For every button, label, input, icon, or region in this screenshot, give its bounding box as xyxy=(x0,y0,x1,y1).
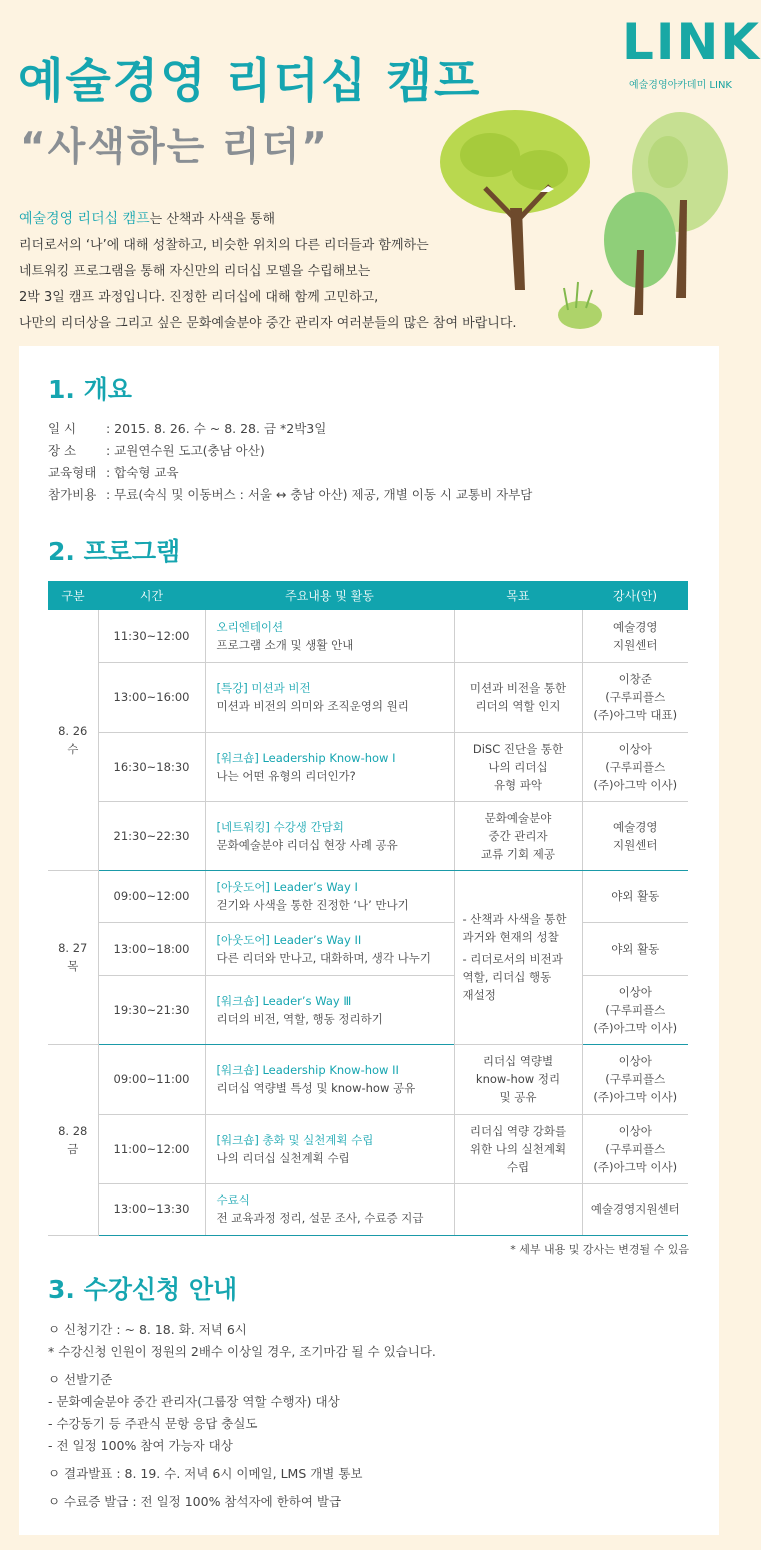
overview-title: 1. 개요 xyxy=(48,375,132,404)
table-row xyxy=(48,1183,688,1235)
time-cell: 19:30~21:30 xyxy=(98,975,205,1044)
lecturer-cell: 이상아 (구루피플스 (주)아그막 이사) xyxy=(582,975,688,1044)
time-cell: 21:30~22:30 xyxy=(98,801,205,870)
page-title: 예술경영 리더십 캠프 xyxy=(18,54,482,109)
lecturer-cell: 야외 활동 xyxy=(582,870,688,922)
lecturer-cell: 이상아 (구루피플스 (주)아그막 이사) xyxy=(582,1114,688,1183)
header-banner xyxy=(0,0,761,345)
time-cell: 13:00~13:30 xyxy=(98,1183,205,1235)
overview-value: : 교원연수원 도고(충남 아산) xyxy=(106,443,265,458)
apply-info xyxy=(48,1319,436,1513)
goal-cell xyxy=(454,870,582,1044)
goal-cell: 문화예술분야 중간 관리자 교류 기회 제공 xyxy=(454,801,582,870)
table-row xyxy=(48,975,688,1044)
table-row xyxy=(48,870,688,922)
activity-cell: [네트워킹] 수강생 간담회 문화예술분야 리더십 현장 사례 공유 xyxy=(205,801,454,870)
activity-cell: [아웃도어] Leader’s Way II 다른 리더와 만나고, 대화하며, 생각 나누기 xyxy=(205,922,454,975)
table-row xyxy=(48,610,688,662)
logo-caption: 예술경영아카데미 LINK xyxy=(628,80,732,91)
goal-cell: 미션과 비전을 통한 리더의 역할 인지 xyxy=(454,662,582,732)
overview-label: 일 시 xyxy=(48,421,77,436)
overview-value: : 무료(숙식 및 이동버스 : 서울 ↔ 충남 아산) 제공, 개별 이동 시 교통비 자부담 xyxy=(106,487,533,502)
intro-line3: 네트워킹 프로그램을 통해 자신만의 리더십 모델을 수립해보는 xyxy=(19,264,371,279)
intro-line2: 리더로서의 ‘나’에 대해 성찰하고, 비슷한 위치의 다른 리더들과 함께하는 xyxy=(19,238,429,253)
lecturer-cell: 야외 활동 xyxy=(582,922,688,975)
table-row xyxy=(48,1114,688,1183)
time-cell: 13:00~18:00 xyxy=(98,922,205,975)
apply-line: ㅇ 수료증 발급 : 전 일정 100% 참석자에 한하여 발급 xyxy=(48,1494,342,1509)
small-tree xyxy=(604,192,676,315)
overview-row xyxy=(48,440,532,462)
intro-text xyxy=(19,206,579,337)
header-cell: 주요내용 및 활동 xyxy=(205,581,454,610)
table-header-row xyxy=(48,581,688,610)
activity-cell: [워크숍] Leadership Know-how I 나는 어떤 유형의 리더인가? xyxy=(205,732,454,801)
activity-cell: [워크숍] 총화 및 실천계획 수립 나의 리더십 실천계획 수립 xyxy=(205,1114,454,1183)
goal-text: - 리더로서의 비전과 역할, 리더십 행동 재설정 xyxy=(462,952,563,1002)
lecturer-cell: 예술경영 지원센터 xyxy=(582,801,688,870)
apply-line: ㅇ 선발기준 xyxy=(48,1372,113,1387)
table-row xyxy=(48,732,688,801)
time-cell: 11:00~12:00 xyxy=(98,1114,205,1183)
lecturer-cell: 이상아 (구루피플스 (주)아그막 이사) xyxy=(582,1044,688,1114)
intro-line5: 나만의 리더상을 그리고 싶은 문화예술분야 중간 관리자 여러분들의 많은 참여 바랍니다. xyxy=(19,316,517,331)
program-title: 2. 프로그램 xyxy=(48,537,181,566)
header-cell: 구분 xyxy=(48,581,98,610)
program-table xyxy=(48,581,688,1236)
overview-row xyxy=(48,462,532,484)
table-row xyxy=(48,922,688,975)
header-cell: 목표 xyxy=(454,581,582,610)
apply-line: - 수강동기 등 주관식 문항 응답 충실도 xyxy=(48,1416,258,1431)
table-row xyxy=(48,1044,688,1114)
time-cell: 09:00~11:00 xyxy=(98,1044,205,1114)
goal-cell: DiSC 진단을 통한 나의 리더십 유형 파악 xyxy=(454,732,582,801)
link-logo xyxy=(612,10,761,91)
lecturer-cell: 이창준 (구루피플스 (주)아그막 대표) xyxy=(582,662,688,732)
lecturer-cell: 예술경영 지원센터 xyxy=(582,610,688,662)
time-cell: 13:00~16:00 xyxy=(98,662,205,732)
goal-cell xyxy=(454,1183,582,1235)
lecturer-cell: 예술경영지원센터 xyxy=(582,1183,688,1235)
header-cell: 강사(안) xyxy=(582,581,688,610)
apply-line: - 전 일정 100% 참여 가능자 대상 xyxy=(48,1438,233,1453)
apply-line: * 수강신청 인원이 정원의 2배수 이상일 경우, 조기마감 될 수 있습니다. xyxy=(48,1344,436,1359)
activity-cell: [아웃도어] Leader’s Way I 걷기와 사색을 통한 진정한 ‘나’ 만나기 xyxy=(205,870,454,922)
overview-value: : 2015. 8. 26. 수 ~ 8. 28. 금 *2박3일 xyxy=(106,421,327,436)
activity-cell: [특강] 미션과 비전 미션과 비전의 의미와 조직운영의 원리 xyxy=(205,662,454,732)
intro-highlight: 예술경영 리더십 캠프 xyxy=(19,211,150,227)
apply-line: - 문화예술분야 중간 관리자(그룹장 역할 수행자) 대상 xyxy=(48,1394,340,1409)
day-cell: 8. 26 수 xyxy=(48,610,98,870)
goal-cell: 리더십 역량 강화를 위한 나의 실천계획 수립 xyxy=(454,1114,582,1183)
overview-row xyxy=(48,418,532,440)
overview-label: 참가비용 xyxy=(48,487,97,502)
activity-cell: [워크숍] Leadership Know-how II 리더십 역량별 특성 및 know-how 공유 xyxy=(205,1044,454,1114)
day-cell: 8. 28 금 xyxy=(48,1044,98,1235)
logo-word: LINK xyxy=(622,13,761,71)
time-cell: 16:30~18:30 xyxy=(98,732,205,801)
time-cell: 09:00~12:00 xyxy=(98,870,205,922)
overview-value: : 합숙형 교육 xyxy=(106,465,179,480)
schedule-note: * 세부 내용 및 강사는 변경될 수 있음 xyxy=(510,1243,689,1256)
table-row xyxy=(48,801,688,870)
time-cell: 11:30~12:00 xyxy=(98,610,205,662)
apply-line: ㅇ 결과발표 : 8. 19. 수. 저녁 6시 이메일, LMS 개별 통보 xyxy=(48,1466,363,1481)
goal-cell xyxy=(454,610,582,662)
goal-cell: 리더십 역량별 know-how 정리 및 공유 xyxy=(454,1044,582,1114)
overview-label: 장 소 xyxy=(48,443,77,458)
intro-line1: 는 산책과 사색을 통해 xyxy=(149,212,276,227)
activity-cell: 수료식 전 교육과정 정리, 설문 조사, 수료증 지급 xyxy=(205,1183,454,1235)
activity-cell: [워크숍] Leader’s Way Ⅲ 리더의 비전, 역할, 행동 정리하기 xyxy=(205,975,454,1044)
intro-line4: 2박 3일 캠프 과정입니다. 진정한 리더십에 대해 함께 고민하고, xyxy=(19,290,379,305)
activity-cell: 오리엔테이션 프로그램 소개 및 생활 안내 xyxy=(205,610,454,662)
lecturer-cell: 이상아 (구루피플스 (주)아그막 이사) xyxy=(582,732,688,801)
table-row xyxy=(48,662,688,732)
goal-text: - 산책과 사색을 통한 과거와 현재의 성찰 xyxy=(462,912,567,944)
overview-row xyxy=(48,484,532,506)
overview-info xyxy=(48,418,532,506)
apply-line: ㅇ 신청기간 : ~ 8. 18. 화. 저녁 6시 xyxy=(48,1322,247,1337)
header-cell: 시간 xyxy=(98,581,205,610)
content-panel xyxy=(19,346,719,1535)
apply-title: 3. 수강신청 안내 xyxy=(48,1275,238,1304)
page-subtitle: “사색하는 리더” xyxy=(20,125,329,170)
overview-label: 교육형태 xyxy=(48,465,97,480)
day-cell: 8. 27 목 xyxy=(48,870,98,1044)
